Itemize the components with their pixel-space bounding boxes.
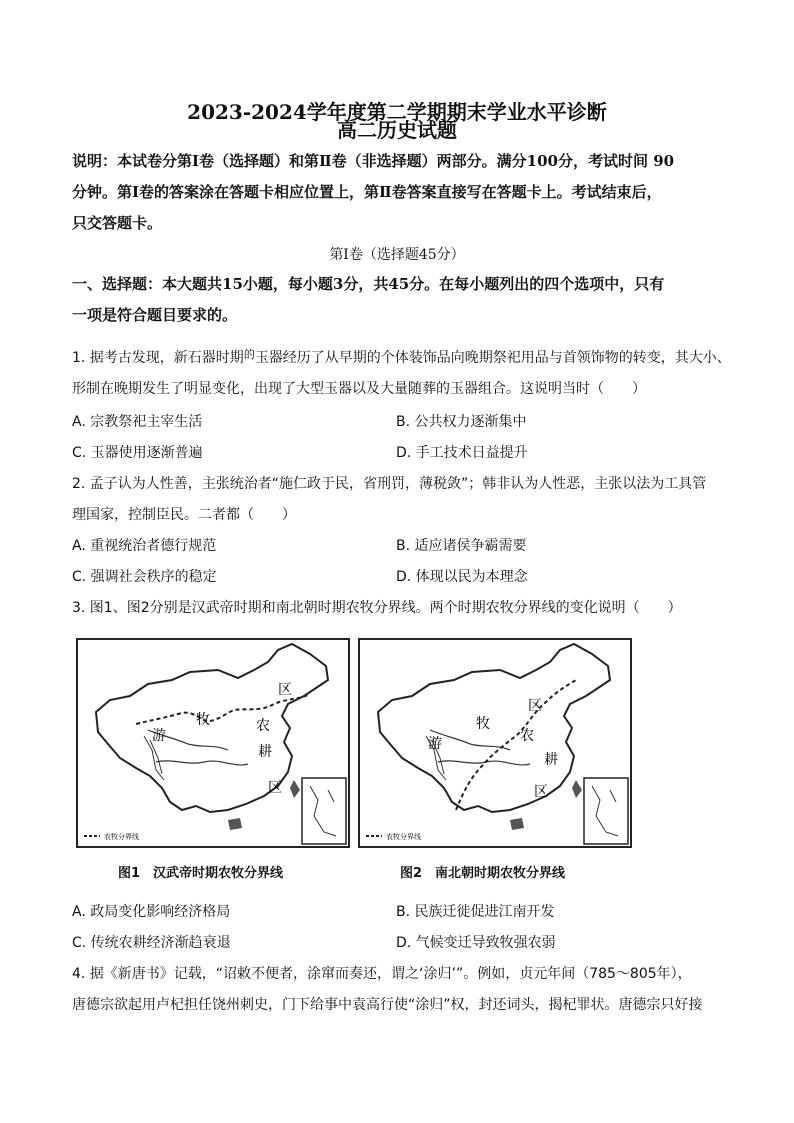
map2-legend: 农牧分界线 bbox=[386, 833, 421, 841]
q1-option-b[interactable]: B. 公共权力逐渐集中 bbox=[396, 414, 527, 430]
map1-label-geng: 耕 bbox=[258, 744, 272, 760]
q3-option-b[interactable]: B. 民族迁徙促进江南开发 bbox=[396, 904, 555, 920]
question-1-stem-line-2: 形制在晚期发生了明显变化，出现了大型玉器以及大量随葬的玉器组合。这说明当时（ ） bbox=[72, 381, 646, 397]
map2-label-qu2: 区 bbox=[534, 784, 548, 800]
map1-label-qu2: 区 bbox=[268, 780, 282, 796]
map-caption-2: 图2 南北朝时期农牧分界线 bbox=[400, 866, 566, 881]
section-desc-line-1: 一、选择题：本大题共15小题，每小题3分，共45分。在每小题列出的四个选项中，只有 bbox=[72, 275, 665, 293]
exam-title: 2023-2024学年度第二学期期末学业水平诊断 bbox=[187, 100, 607, 124]
south-sea-inset bbox=[584, 778, 628, 844]
question-4-stem-line-2: 唐德宗欲起用卢杞担任饶州刺史，门下给事中袁高行使“涂归”权，封还词头，揭杞罪状。唐德宗只好接 bbox=[72, 997, 703, 1013]
q1-stem-superscript: 的 bbox=[243, 348, 255, 361]
map1-label-nong: 农 bbox=[256, 718, 270, 734]
q1-stem-part-1: 1. 据考古发现，新石器时期 bbox=[72, 350, 244, 366]
island-taiwan bbox=[290, 780, 300, 798]
map1-label-you: 游 bbox=[152, 728, 166, 744]
island-taiwan bbox=[572, 780, 582, 798]
island-hainan bbox=[228, 818, 242, 830]
map-figure-1 bbox=[76, 638, 350, 848]
q2-option-b[interactable]: B. 适应诸侯争霸需要 bbox=[396, 538, 527, 554]
q3-option-d[interactable]: D. 气候变迁导致牧强农弱 bbox=[396, 935, 556, 951]
inset-coast bbox=[310, 786, 336, 836]
instructions-line-1: 说明：本试卷分第Ⅰ卷（选择题）和第Ⅱ卷（非选择题）两部分。满分100分，考试时间 90 bbox=[72, 152, 675, 170]
map2-label-qu1: 区 bbox=[528, 698, 542, 714]
instructions-line-3: 只交答题卡。 bbox=[72, 214, 163, 232]
instructions-line-2: 分钟。第Ⅰ卷的答案涂在答题卡相应位置上，第Ⅱ卷答案直接写在答题卡上。考试结束后， bbox=[72, 183, 662, 201]
q1-option-c[interactable]: C. 玉器使用逐渐普遍 bbox=[72, 445, 203, 461]
q1-option-d[interactable]: D. 手工技术日益提升 bbox=[396, 445, 528, 461]
q3-option-c[interactable]: C. 传统农耕经济渐趋衰退 bbox=[72, 935, 231, 951]
map2-label-mu: 牧 bbox=[476, 716, 490, 732]
q2-option-d[interactable]: D. 体现以民为本理念 bbox=[396, 569, 528, 585]
q2-option-c[interactable]: C. 强调社会秩序的稳定 bbox=[72, 569, 217, 585]
q2-option-a[interactable]: A. 重视统治者德行规范 bbox=[72, 538, 217, 554]
island-hainan bbox=[510, 818, 524, 830]
q3-option-a[interactable]: A. 政局变化影响经济格局 bbox=[72, 904, 231, 920]
question-2-stem-line-2: 理国家，控制臣民。二者都（ ） bbox=[72, 507, 296, 523]
inset-coast bbox=[592, 786, 618, 836]
exam-subtitle bbox=[0, 114, 794, 143]
rivers bbox=[430, 730, 530, 765]
china-map-2 bbox=[360, 640, 630, 846]
map2-label-you: 游 bbox=[428, 736, 442, 752]
china-map-1 bbox=[78, 640, 348, 846]
section-desc-line-2: 一项是符合题目要求的。 bbox=[72, 306, 238, 324]
q1-option-a[interactable]: A. 宗教祭祀主宰生活 bbox=[72, 414, 203, 430]
section-heading: 第Ⅰ卷（选择题45分） bbox=[329, 247, 465, 263]
south-sea-inset bbox=[302, 778, 346, 844]
map-figure-2 bbox=[358, 638, 632, 848]
question-1-stem-line-1 bbox=[72, 347, 731, 367]
map1-label-qu1: 区 bbox=[278, 682, 292, 698]
q1-stem-part-2: 玉器经历了从早期的个体装饰品向晚期祭祀用品与首领饰物的转变，其大小、 bbox=[254, 350, 731, 366]
map1-legend: 农牧分界线 bbox=[104, 833, 139, 841]
subtitle-text: 高二历史试题 bbox=[337, 118, 457, 142]
map2-label-nong: 农 bbox=[520, 728, 534, 744]
question-4-stem-line-1: 4. 据《新唐书》记载，“诏敕不便者，涂窜而奏还，谓之‘涂归’”。例如，贞元年间（785～805年）， bbox=[72, 966, 692, 982]
question-2-stem-line-1: 2. 孟子认为人性善，主张统治者“施仁政于民，省刑罚，薄税敛”；韩非认为人性恶，主张以法为工具管 bbox=[72, 476, 707, 492]
map2-label-geng: 耕 bbox=[544, 752, 558, 768]
map-caption-1: 图1 汉武帝时期农牧分界线 bbox=[118, 866, 284, 881]
map1-label-mu: 牧 bbox=[196, 712, 210, 728]
question-3-stem-line-1: 3. 图1、图2分别是汉武帝时期和南北朝时期农牧分界线。两个时期农牧分界线的变化说明（ ） bbox=[72, 600, 682, 616]
